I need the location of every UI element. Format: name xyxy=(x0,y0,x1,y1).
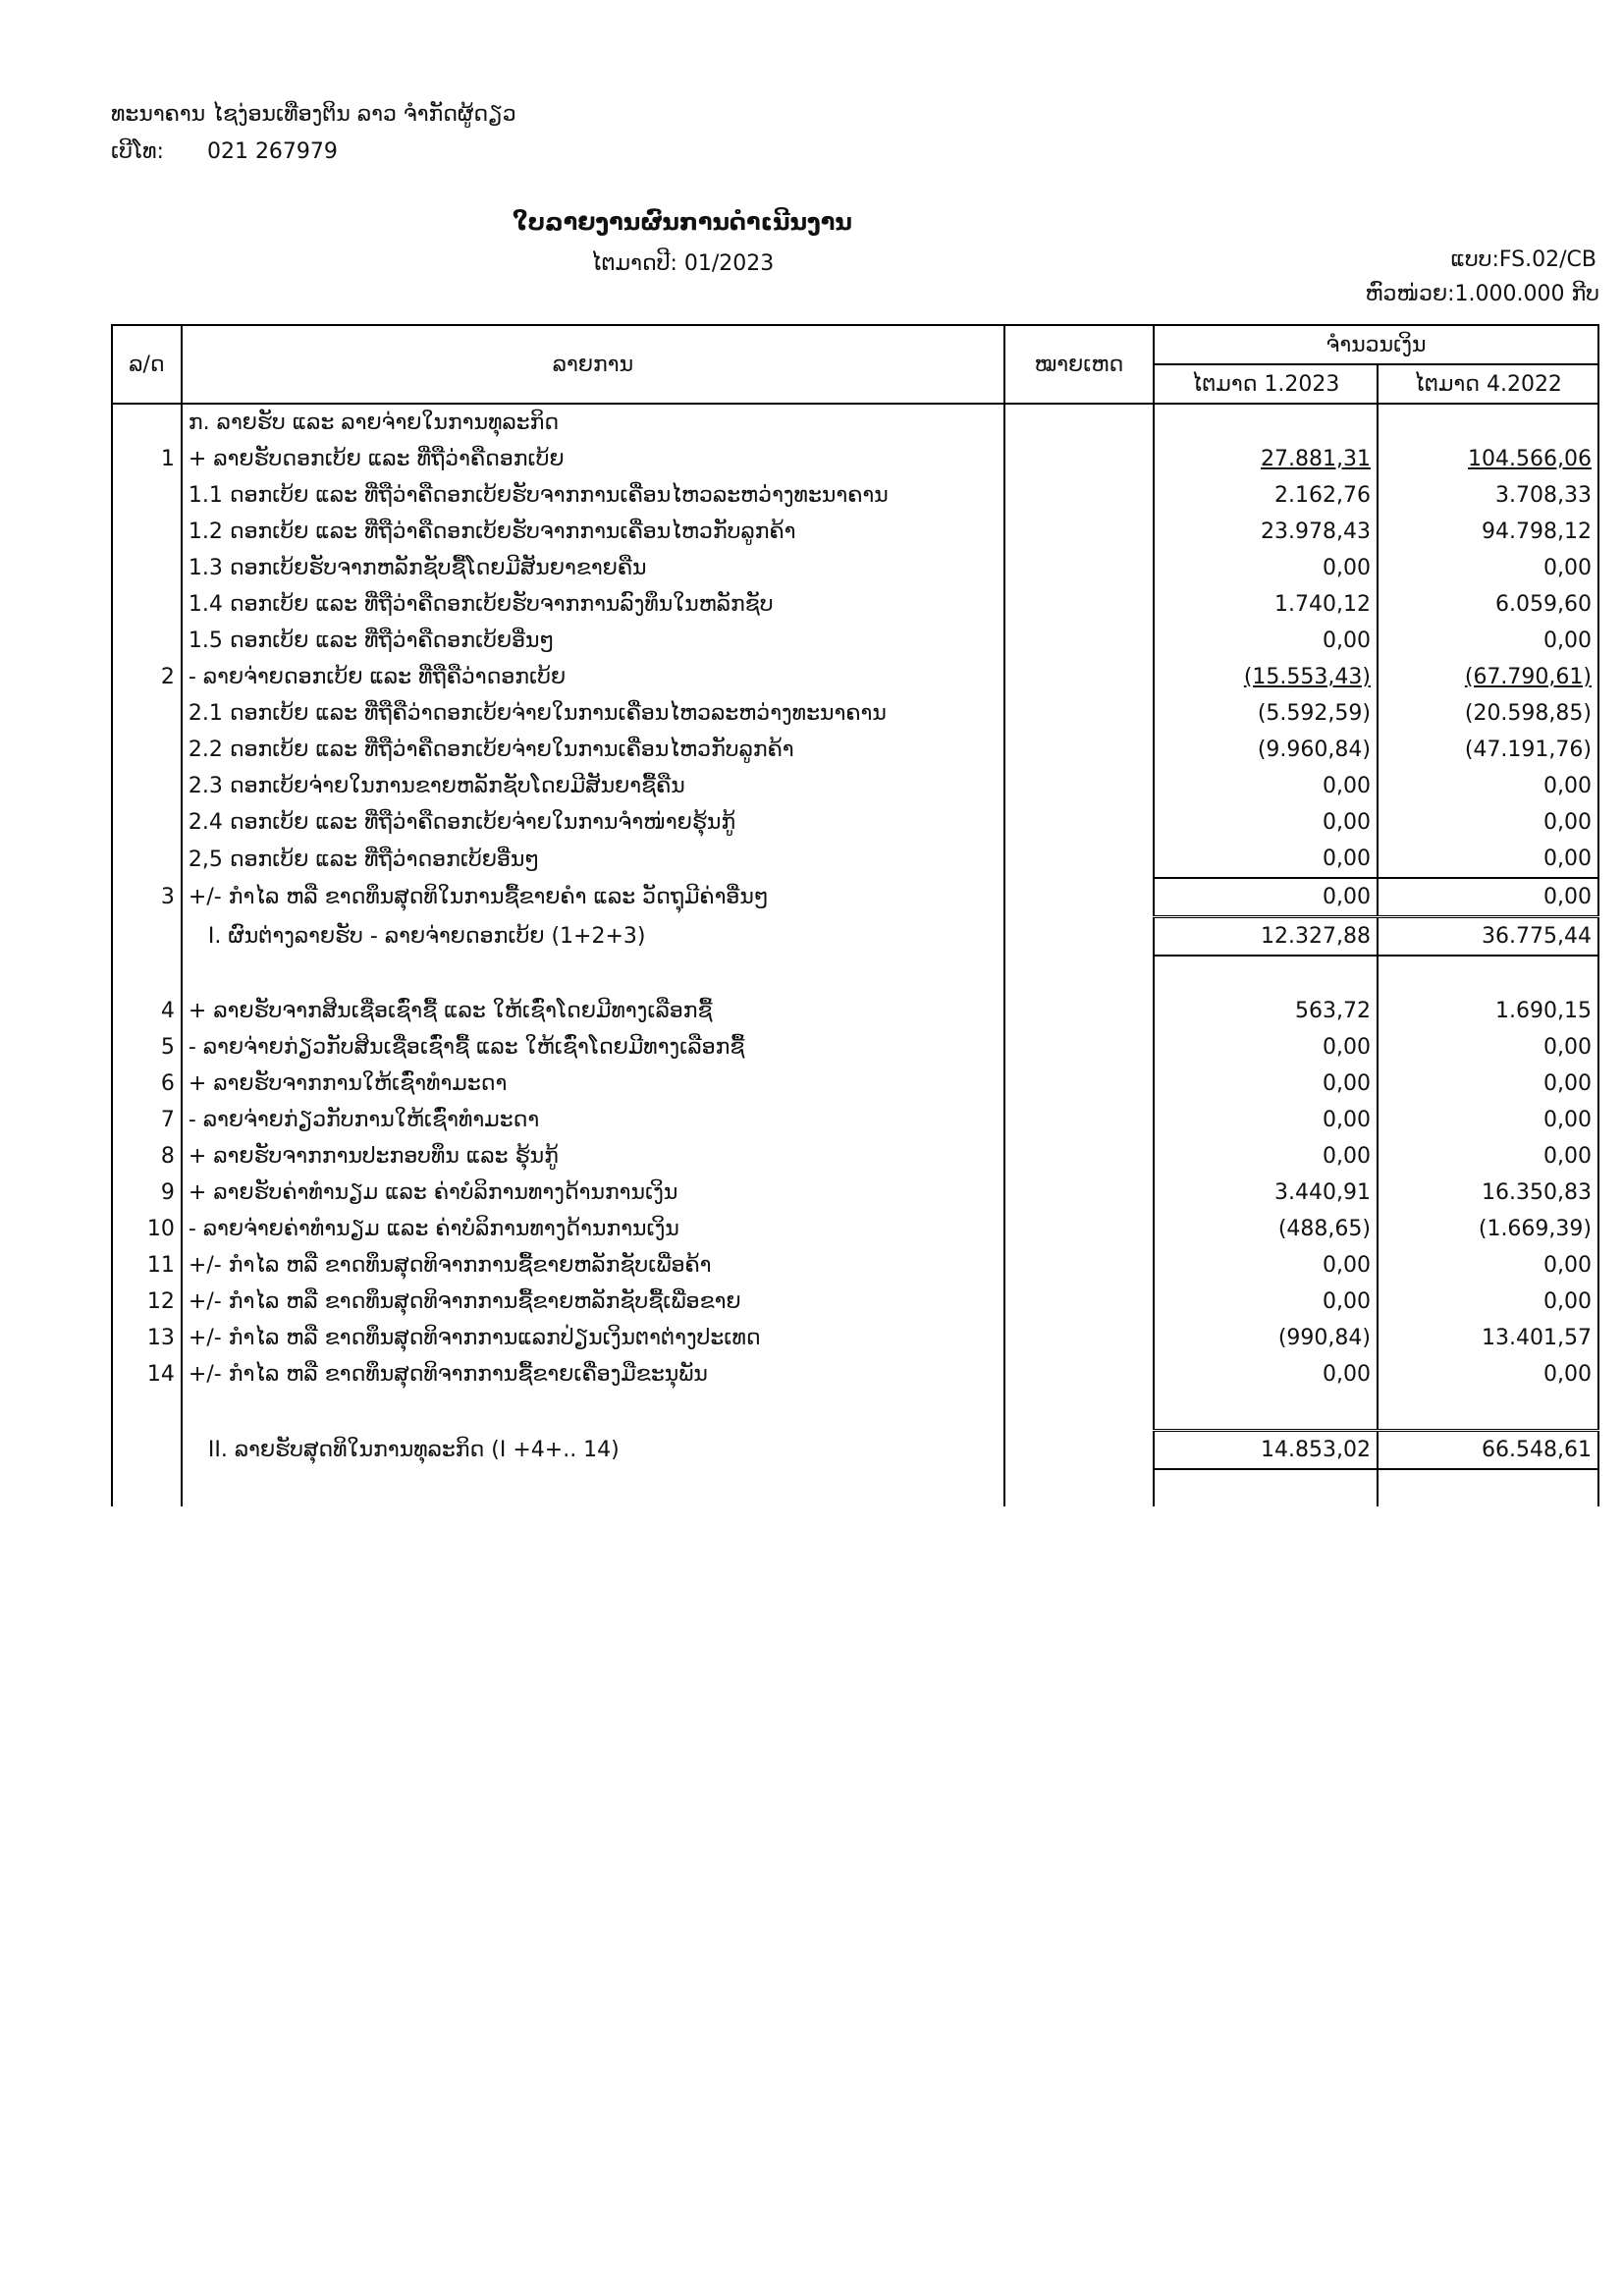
table-row-section xyxy=(112,404,1598,441)
table-row: 9 + ລາຍຮັບຄ່າທຳນຽມ ແລະ ຄ່າບໍລິການທາງດ້ານການເງິນ 3.440,91 16.350,83 xyxy=(112,1175,1598,1211)
bank-name: ທະນາຄານ ໄຊງ່ອນເທືອງຕິນ ລາວ ຈຳກັດຜູ້ດຽວ xyxy=(111,102,516,127)
table-row: 2.3 ດອກເບ້ຍຈ່າຍໃນການຂາຍຫລັກຊັບໂດຍມີສັນຍາຊື້ຄືນ 0,00 0,00 xyxy=(112,768,1598,804)
table-row: 1 + ລາຍຮັບດອກເບ້ຍ ແລະ ທີ່ຖືວ່າຄືດອກເບ້ຍ 27.881,31 104.566,06 xyxy=(112,441,1598,477)
report-period: ໄຕມາດປີ: 01/2023 xyxy=(590,251,775,276)
table-row-total: II. ລາຍຮັບສຸດທິໃນການທຸລະກິດ (I +4+.. 14) 14.853,02 66.548,61 xyxy=(112,1431,1598,1470)
table-row: 1.2 ດອກເບ້ຍ ແລະ ທີ່ຖືວ່າຄືດອກເບ້ຍຮັບຈາກການເຄື່ອນໄຫວກັບລູກຄ້າ 23.978,43 94.798,12 xyxy=(112,514,1598,550)
col-header-item: ລາຍການ xyxy=(182,325,1004,404)
table-row: 12 +/- ກຳໄລ ຫລື ຂາດທຶນສຸດທິຈາກການຊື້ຂາຍຫລັກຊັບຊື້ເພື່ອຂາຍ 0,00 0,00 xyxy=(112,1284,1598,1320)
table-row: 8 + ລາຍຮັບຈາກການປະກອບທຶນ ແລະ ຮຸ້ນກູ້ 0,00 0,00 xyxy=(112,1138,1598,1175)
table-row: 1.4 ດອກເບ້ຍ ແລະ ທີ່ຖືວ່າຄືດອກເບ້ຍຮັບຈາກການລົງທຶນໃນຫລັກຊັບ 1.740,12 6.059,60 xyxy=(112,586,1598,623)
table-row: 1.1 ດອກເບ້ຍ ແລະ ທີ່ຖືວ່າຄືດອກເບ້ຍຮັບຈາກການເຄື່ອນໄຫວລະຫວ່າງທະນາຄານ 2.162,76 3.708,33 xyxy=(112,477,1598,514)
table-row-subtotal: I. ຜົນຕ່າງລາຍຮັບ - ລາຍຈ່າຍດອກເບ້ຍ (1+2+3) 12.327,88 36.775,44 xyxy=(112,917,1598,957)
table-row: 4 + ລາຍຮັບຈາກສິນເຊື່ອເຊົ່າຊື້ ແລະ ໃຫ້ເຊົ່າໂດຍມີທາງເລືອກຊື້ 563,72 1.690,15 xyxy=(112,993,1598,1029)
table-row: 5 - ລາຍຈ່າຍກ່ຽວກັບສິນເຊື່ອເຊົ່າຊື້ ແລະ ໃຫ້ເຊົ່າໂດຍມີທາງເລືອກຊື້ 0,00 0,00 xyxy=(112,1029,1598,1066)
table-row: 2.4 ດອກເບ້ຍ ແລະ ທີ່ຖືວ່າຄືດອກເບ້ຍຈ່າຍໃນການຈຳໜ່າຍຮຸ້ນກູ້ 0,00 0,00 xyxy=(112,804,1598,841)
table-row: 2,5 ດອກເບ້ຍ ແລະ ທີ່ຖືວ່າດອກເບ້ຍອື່ນໆ 0,00 0,00 xyxy=(112,841,1598,878)
section-title: ກ. ລາຍຮັບ ແລະ ລາຍຈ່າຍໃນການທຸລະກິດ xyxy=(182,404,1004,441)
col-header-period-1: ໄຕມາດ 1.2023 xyxy=(1154,364,1378,404)
table-row: 1.3 ດອກເບ້ຍຮັບຈາກຫລັກຊັບຊື້ໂດຍມີສັນຍາຂາຍຄືນ 0,00 0,00 xyxy=(112,550,1598,586)
col-header-period-2: ໄຕມາດ 4.2022 xyxy=(1378,364,1598,404)
table-row: 11 +/- ກຳໄລ ຫລື ຂາດທຶນສຸດທິຈາກການຊື້ຂາຍຫລັກຊັບເພື່ອຄ້າ 0,00 0,00 xyxy=(112,1247,1598,1284)
income-statement-table xyxy=(111,324,1599,1506)
phone-label: ເບີໂທ: xyxy=(111,139,164,164)
table-row: 2.2 ດອກເບ້ຍ ແລະ ທີ່ຖືວ່າຄືດອກເບ້ຍຈ່າຍໃນການເຄື່ອນໄຫວກັບລູກຄ້າ (9.960,84) (47.191,76) xyxy=(112,732,1598,768)
table-row: 3 +/- ກຳໄລ ຫລື ຂາດທຶນສຸດທິໃນການຊື້ຂາຍຄຳ ແລະ ວັດຖຸມີຄ່າອື່ນໆ 0,00 0,00 xyxy=(112,878,1598,917)
table-row: 7 - ລາຍຈ່າຍກ່ຽວກັບການໃຫ້ເຊົ່າທຳມະດາ 0,00 0,00 xyxy=(112,1102,1598,1138)
col-header-amount: ຈຳນວນເງິນ xyxy=(1154,325,1598,364)
unit-label: ຫົວໜ່ວຍ:1.000.000 ກີບ xyxy=(1365,282,1599,306)
form-code: ແບບ:FS.02/CB xyxy=(1450,247,1596,272)
table-row: 2 - ລາຍຈ່າຍດອກເບ້ຍ ແລະ ທີ່ຖືຄືວ່າດອກເບ້ຍ (15.553,43) (67.790,61) xyxy=(112,659,1598,695)
table-row: 2.1 ດອກເບ້ຍ ແລະ ທີ່ຖືຄືວ່າດອກເບ້ຍຈ່າຍໃນການເຄື່ອນໄຫວລະຫວ່າງທະນາຄານ (5.592,59) (20.598,85) xyxy=(112,695,1598,732)
col-header-no: ລ/ດ xyxy=(112,325,182,404)
table-row: 14 +/- ກຳໄລ ຫລື ຂາດທຶນສຸດທິຈາກການຊື້ຂາຍເຄື່ອງມືຂະນຸພັນ 0,00 0,00 xyxy=(112,1356,1598,1393)
col-header-note: ໝາຍເຫດ xyxy=(1004,325,1154,404)
table-row: 13 +/- ກຳໄລ ຫລື ຂາດທຶນສຸດທິຈາກການແລກປ່ຽນເງິນຕາຕ່າງປະເທດ (990,84) 13.401,57 xyxy=(112,1320,1598,1356)
phone-number: 021 267979 xyxy=(206,139,338,164)
table-row: 10 - ລາຍຈ່າຍຄ່າທຳນຽມ ແລະ ຄ່າບໍລິການທາງດ້ານການເງິນ (488,65) (1.669,39) xyxy=(112,1211,1598,1247)
report-title: ໃບລາຍງານຜົນການດຳເນີນງານ xyxy=(513,208,852,236)
table-row: 6 + ລາຍຮັບຈາກການໃຫ້ເຊົ່າທຳມະດາ 0,00 0,00 xyxy=(112,1066,1598,1102)
table-row: 1.5 ດອກເບ້ຍ ແລະ ທີ່ຖືວ່າຄືດອກເບ້ຍອື່ນໆ 0,00 0,00 xyxy=(112,623,1598,659)
